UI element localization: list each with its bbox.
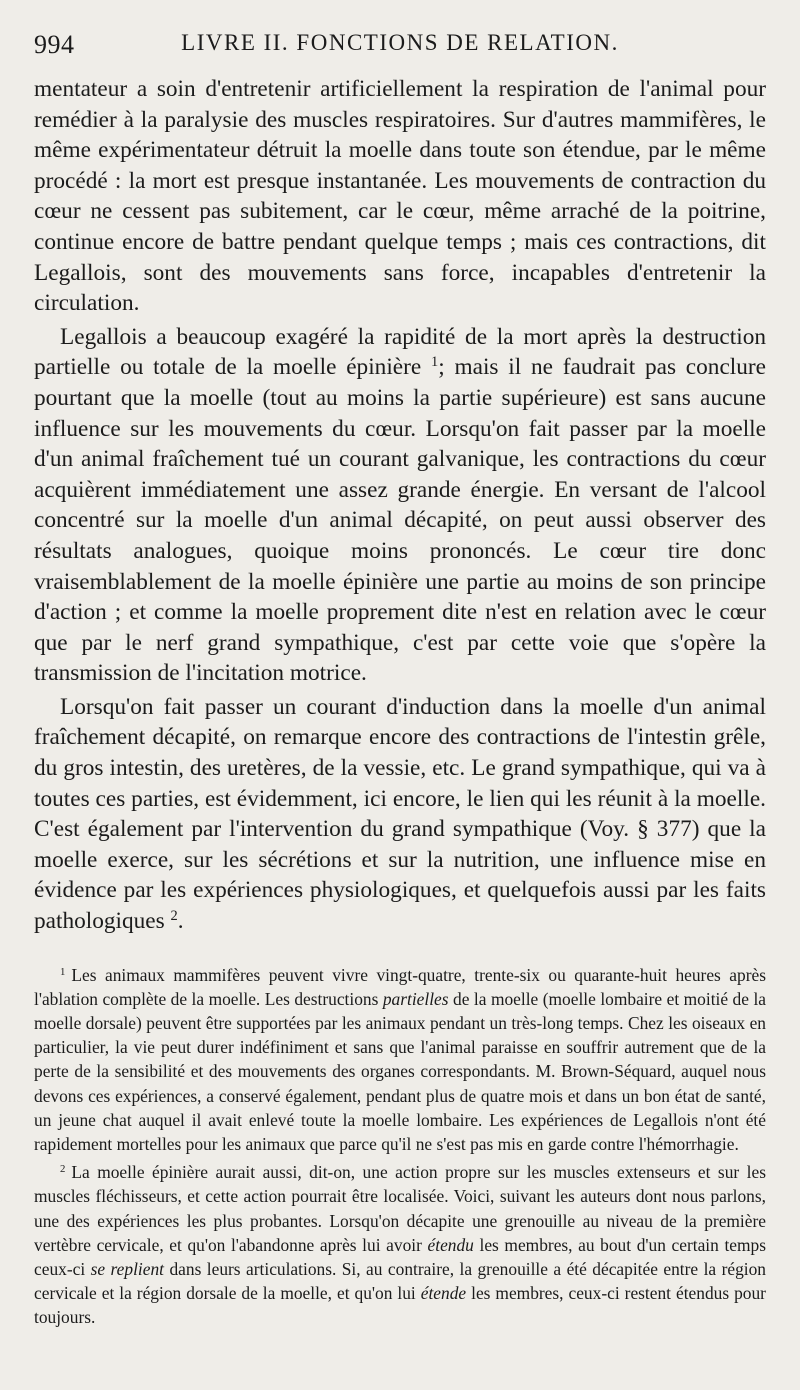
- footnote-2-text-a: La moelle épinière aurait aussi, dit-on, une action propre sur les muscles extenseurs et sur les muscles fléchisseurs, et cette action pourrait être localisée. Voici, suivant les auteurs dont nous parlons, une des expériences les plus probantes. Lorsqu'on décapite une grenouille au niveau de la première vertèbre cervicale, et qu'on l'abandonne après lui avoir: [34, 1162, 766, 1255]
- paragraph-1: [34, 74, 766, 319]
- paragraph-2-text-a: Legallois a beaucoup exagéré la rapidité de la mort après la destruction partielle ou totale de la moelle épinière: [34, 323, 766, 381]
- paragraph-3-text-a: Lorsqu'on fait passer un courant d'induction dans la moelle d'un animal fraîchement décapité, on remarque encore des contractions de l'intestin grêle, du gros intestin, des uretères, de la vessie, etc. Le grand sympathique, qui va à toutes ces parties, est évidemment, ici encore, le lien qui les réunit à la moelle. C'est également par l'intervention du grand sympathique (Voy. § 377) que la moelle exerce, sur les sécrétions et sur la nutrition, une influence mise en évidence par les expériences physiologiques, et quelquefois aussi par les faits pathologiques: [34, 693, 766, 935]
- paragraph-3: [34, 692, 766, 937]
- footnote-2-italic-b: se replient: [90, 1259, 164, 1280]
- running-title: LIVRE II. FONCTIONS DE RELATION.: [181, 30, 619, 55]
- footnote-2-text-d: les membres, ceux-ci restent étendus pour toujours.: [34, 1283, 766, 1328]
- paragraph-1-text: mentateur a soin d'entretenir artificiellement la respiration de l'animal pour remédier à la paralysie des muscles respiratoires. Sur d'autres mammifères, le même expérimentateur détruit la moelle dans toute son étendue, par le même procédé : la mort est presque instantanée. Les mouvements de contraction du cœur ne cessent pas subitement, car le cœur, même arraché de la poitrine, continue encore de battre pendant quelque temps ; mais ces contractions, dit Legallois, sont des mouvements sans force, incapables d'entretenir la circulation.: [34, 76, 766, 317]
- paragraph-2: [34, 322, 766, 689]
- footnote-1-marker: 1: [60, 965, 66, 978]
- footnote-1-text-b: de la moelle (moelle lombaire et moitié de la moelle dorsale) peuvent être supportées par les animaux pendant un très-long temps. Chez les oiseaux en particulier, la vie peut durer indéfiniment et sans que l'animal paraisse en souffrir autrement que de la perte de la sensibilité et des mouvements des organes correspondants. M. Brown-Séquard, auquel nous devons ces expériences, a conservé également, pendant plus de quatre mois et dans un bon état de santé, un jeune chat auquel il avait enlevé toute la moelle lombaire. Les expériences de Legallois n'ont été rapidement mortelles pour les animaux que parce qu'il ne s'est pas mis en garde contre l'hémorrhagie.: [34, 988, 766, 1155]
- footnote-1: [34, 963, 766, 1157]
- page-number: 994: [34, 30, 75, 59]
- footnote-2-text-c: dans leurs articulations. Si, au contraire, la grenouille a été décapitée entre la région cervicale et la région dorsale de la moelle, et qu'on lui: [34, 1259, 766, 1304]
- paragraph-2-text-b: ; mais il ne faudrait pas conclure pourtant que la moelle (tout au moins la partie supérieure) est sans aucune influence sur les mouvements du cœur. Lorsqu'on fait passer par la moelle d'un animal fraîchement tué un courant galvanique, les contractions du cœur acquièrent immédiatement une assez grande énergie. En versant de l'alcool concentré sur la moelle d'un animal décapité, on peut aussi observer des résultats analogues, quoique moins prononcés. Le cœur tire donc vraisemblablement de la moelle épinière une partie au moins de son principe d'action ; et comme la moelle proprement dite n'est en relation avec le cœur que par le nerf grand sympathique, c'est par cette voie que s'opère la transmission de l'incitation motrice.: [34, 354, 767, 687]
- footnote-1-text-a: Les animaux mammifères peuvent vivre vingt-quatre, trente-six ou quarante-huit heures après l'ablation complète de la moelle. Les destructions: [34, 964, 766, 1009]
- footnote-2-text-b: les membres, au bout d'un certain temps ceux-ci: [34, 1234, 766, 1280]
- paragraph-3-end: .: [177, 908, 184, 935]
- footnote-2: [34, 1160, 766, 1329]
- footnote-1-italic-a: partielles: [382, 988, 449, 1009]
- footnote-ref-2: 2: [170, 908, 178, 925]
- footnote-2-italic-c: étende: [420, 1283, 467, 1304]
- footnote-2-italic-a: étendu: [427, 1234, 474, 1255]
- footnote-ref-1: 1: [431, 354, 439, 371]
- footnotes: [34, 963, 766, 1330]
- main-text: [34, 74, 766, 937]
- page-header: [34, 30, 766, 66]
- footnote-2-marker: 2: [60, 1163, 66, 1176]
